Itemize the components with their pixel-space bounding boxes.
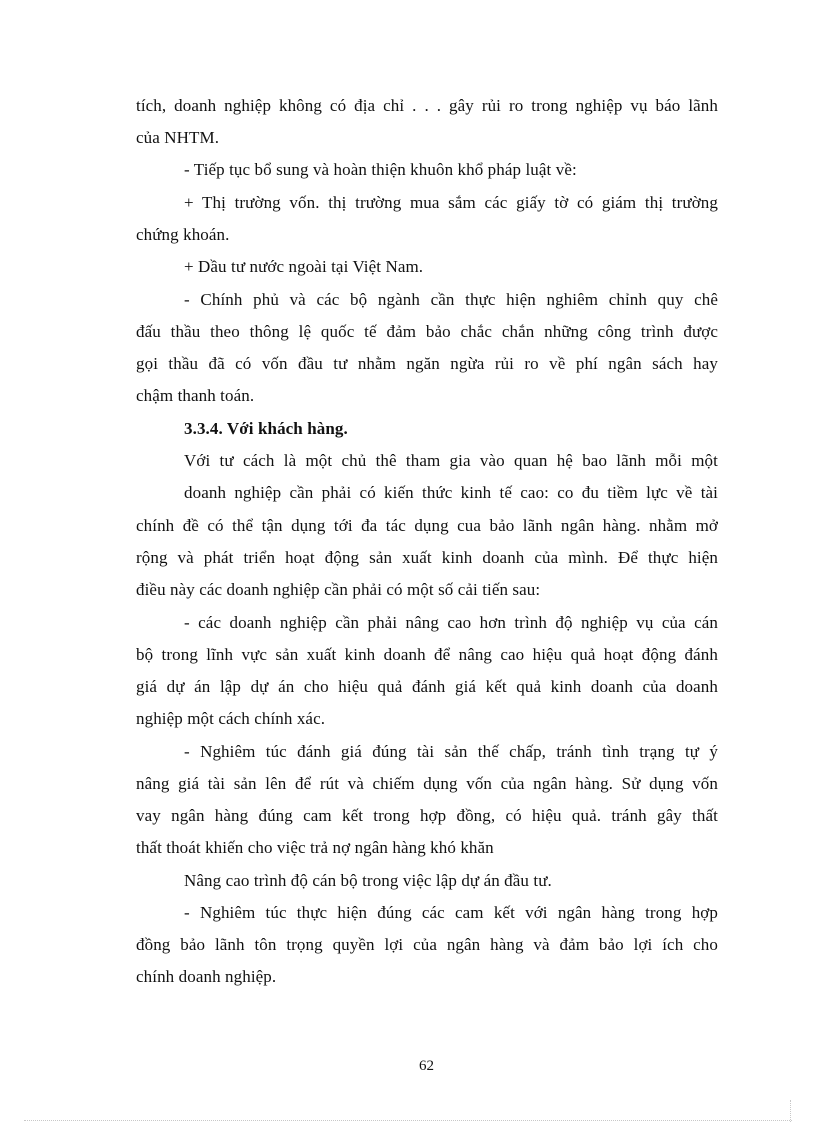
text-line: Nâng cao trình độ cán bộ trong việc lập dự án đầu tư. [184, 871, 552, 890]
text-line: doanh nghiệp cần phải có kiến thức kinh tế cao: co đu tiềm lực về tài [184, 483, 718, 502]
text-line: giá dự án lập dự án cho hiệu quả đánh giá kết quả kinh doanh của doanh [136, 677, 718, 696]
text-line: + Dầu tư nước ngoài tại Việt Nam. [184, 257, 424, 276]
text-line: rộng và phát triển hoạt động sản xuất kinh doanh của mình. Để thực hiện [136, 548, 718, 567]
text-line: chính doanh nghiệp. [136, 967, 277, 986]
page-number: 62 [419, 1058, 434, 1074]
text-line: Với tư cách là một chủ thê tham gia vào quan hệ bao lãnh mỗi một [184, 451, 718, 470]
text-line: - các doanh nghiệp cần phải nâng cao hơn trình độ nghiệp vụ của cán [184, 613, 718, 632]
text-line: chậm thanh toán. [136, 386, 255, 405]
text-line: điều này các doanh nghiệp cần phải có một số cải tiến sau: [136, 580, 541, 599]
text-line: - Nghiêm túc thực hiện đúng các cam kết với ngân hàng trong hợp [184, 903, 718, 922]
text-line: nghiệp một cách chính xác. [136, 709, 326, 728]
text-line: + Thị trường vốn. thị trường mua sắm các giấy tờ có giám thị trường [184, 193, 718, 212]
text-line: chính đề có thể tận dụng tới đa tác dụng cua bảo lãnh ngân hàng. nhằm mở [136, 516, 718, 535]
text-line: - Tiếp tục bổ sung và hoàn thiện khuôn khổ pháp luật về: [184, 160, 577, 179]
text-line: vay ngân hàng đúng cam kết trong hợp đồng, có hiệu quả. tránh gây thất [136, 806, 718, 825]
page-right-divider [790, 1100, 791, 1122]
text-line: của NHTM. [136, 128, 220, 147]
text-line: tích, doanh nghiệp không có địa chỉ . . . gây rủi ro trong nghiệp vụ báo lãnh [136, 96, 718, 115]
section-heading: 3.3.4. Với khách hàng. [184, 419, 348, 438]
text-line: đồng bảo lãnh tôn trọng quyền lợi của ngân hàng và đảm bảo lợi ích cho [136, 935, 718, 954]
text-line: bộ trong lĩnh vực sản xuất kinh doanh để nâng cao hiệu quả hoạt động đánh [136, 645, 718, 664]
text-line: - Nghiêm túc đánh giá đúng tài sản thế chấp, tránh tình trạng tự ý [184, 742, 718, 761]
text-line: - Chính phủ và các bộ ngành cần thực hiện nghiêm chỉnh quy chê [184, 290, 718, 309]
text-line: gọi thầu đã có vốn đầu tư nhằm ngăn ngừa rủi ro về phí ngân sách hay [136, 354, 718, 373]
text-line: nâng giá tài sản lên để rút và chiếm dụng vốn của ngân hàng. Sử dụng vốn [136, 774, 718, 793]
text-line: đấu thầu theo thông lệ quốc tế đảm bảo chắc chắn những công trình được [136, 322, 718, 341]
text-line: thất thoát khiến cho việc trả nợ ngân hàng khó khăn [136, 838, 494, 857]
page-bottom-divider [24, 1120, 792, 1121]
text-line: chứng khoán. [136, 225, 230, 244]
